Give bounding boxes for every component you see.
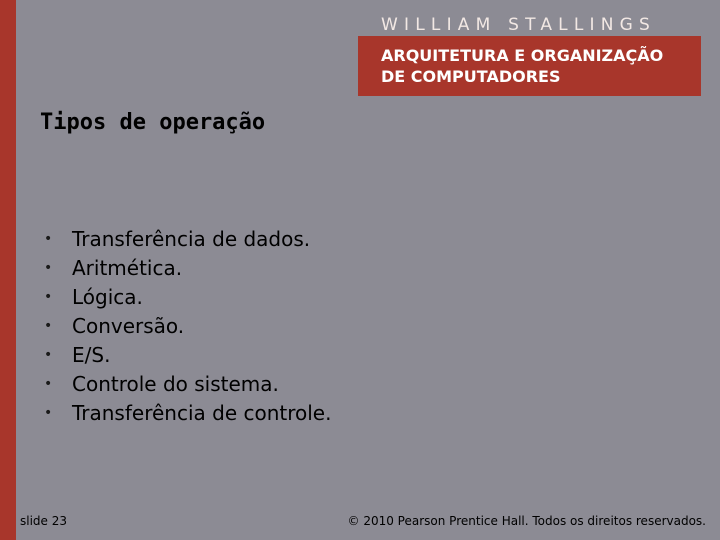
- bullet-icon: •: [44, 405, 53, 421]
- slide-number: slide 23: [20, 514, 68, 528]
- bullet-text: Transferência de dados.: [72, 227, 311, 251]
- book-title: [381, 45, 663, 87]
- bullet-item: [44, 341, 331, 370]
- bullet-text: Lógica.: [72, 285, 143, 309]
- bullet-icon: •: [44, 347, 53, 363]
- bullet-text: Transferência de controle.: [72, 401, 332, 425]
- left-accent-bar: [0, 0, 16, 540]
- bullet-text: E/S.: [72, 343, 111, 367]
- bullet-item: [44, 370, 331, 399]
- bullet-text: Controle do sistema.: [72, 372, 279, 396]
- bullet-item: [44, 283, 331, 312]
- bullet-icon: •: [44, 289, 53, 305]
- bullet-item: [44, 225, 331, 254]
- copyright-notice: © 2010 Pearson Prentice Hall. Todos os direitos reservados.: [347, 514, 706, 528]
- bullet-item: [44, 399, 331, 428]
- bullet-icon: •: [44, 231, 53, 247]
- book-title-banner: [358, 36, 701, 96]
- bullet-item: [44, 312, 331, 341]
- bullet-icon: •: [44, 376, 53, 392]
- book-title-line-2: DE COMPUTADORES: [381, 67, 561, 86]
- bullet-text: Aritmética.: [72, 256, 183, 280]
- bullet-list: [44, 225, 331, 428]
- bullet-item: [44, 254, 331, 283]
- author-name: WILLIAM STALLINGS: [381, 15, 657, 35]
- bullet-icon: •: [44, 318, 53, 334]
- book-title-line-1: ARQUITETURA E ORGANIZAÇÃO: [381, 46, 664, 65]
- bullet-text: Conversão.: [72, 314, 185, 338]
- bullet-icon: •: [44, 260, 53, 276]
- slide-title: Tipos de operação: [40, 110, 266, 135]
